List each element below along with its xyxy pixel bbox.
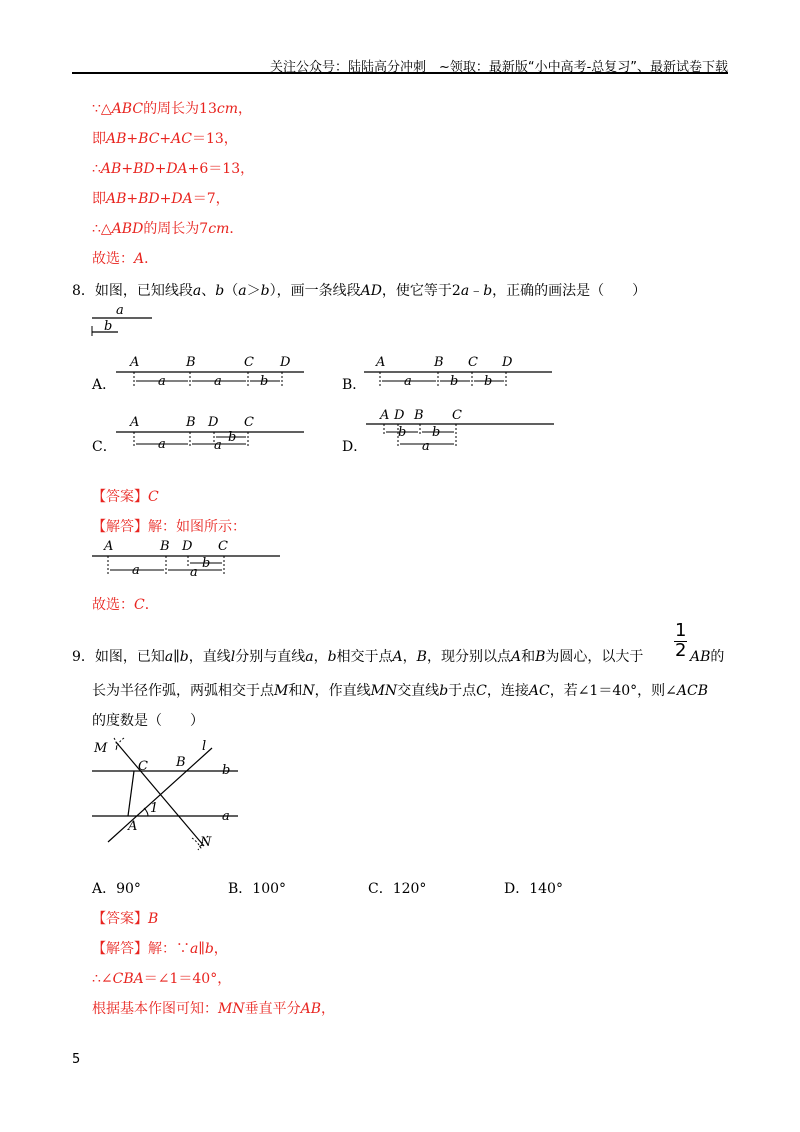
q9-figure <box>88 734 248 852</box>
q8-option-d-letter[interactable]: D． <box>342 439 368 455</box>
q8-given-segments <box>88 300 158 340</box>
svg-text:C: C <box>138 759 148 774</box>
svg-text:b: b <box>450 374 459 389</box>
svg-text:a: a <box>190 565 198 580</box>
q9-analysis: 【解答】解：∵a∥b， <box>92 941 228 957</box>
svg-text:B: B <box>414 408 424 423</box>
svg-text:A: A <box>380 408 390 423</box>
q7-solution-line-1: ∵△ABC的周长为13cm， <box>92 101 253 117</box>
svg-text:a: a <box>222 809 230 824</box>
svg-text:a: a <box>132 563 140 578</box>
segment-a-label: a <box>116 303 124 318</box>
segment-ac <box>128 771 134 816</box>
svg-text:a: a <box>404 374 412 389</box>
page-number: 5 <box>72 1052 81 1067</box>
svg-text:1: 1 <box>150 801 159 816</box>
svg-text:l: l <box>202 739 207 754</box>
svg-text:D: D <box>280 355 291 370</box>
q9-stem-line-3: 的度数是（ ） <box>92 713 204 729</box>
svg-text:b: b <box>260 374 269 389</box>
svg-text:M: M <box>94 741 108 756</box>
svg-text:b: b <box>228 430 237 445</box>
svg-text:C: C <box>218 539 228 554</box>
q7-solution-line-2: 即AB+BC+AC＝13， <box>92 131 238 147</box>
svg-text:N: N <box>200 835 212 850</box>
q9-option-a[interactable]: A．90° <box>92 881 141 897</box>
q9-option-d[interactable]: D．140° <box>504 881 563 897</box>
q8-analysis: 【解答】解：如图所示： <box>92 519 246 535</box>
q8-option-c-figure <box>114 412 306 452</box>
q7-choice: 故选：A． <box>92 251 159 267</box>
q7-solution-line-5: ∴△ABD的周长为7cm． <box>92 221 244 237</box>
svg-text:D: D <box>394 408 405 423</box>
svg-text:b: b <box>202 556 211 571</box>
q7-solution-line-4: 即AB+BD+DA＝7， <box>92 191 230 207</box>
q8-choice: 故选：C． <box>92 597 159 613</box>
q8-stem: 8．如图，已知线段a、b（a＞b），画一条线段AD，使它等于2a﹣b，正确的画法是（ ） <box>72 283 647 299</box>
q8-solution-figure <box>90 536 282 580</box>
svg-text:D: D <box>182 539 193 554</box>
svg-text:b: b <box>398 425 407 440</box>
q9-stem-line-1-end: AB的 <box>690 649 725 665</box>
q9-step-2: ∴∠CBA＝∠1＝40°， <box>92 971 232 987</box>
line-l <box>108 748 212 842</box>
q8-option-d-figure <box>364 404 556 456</box>
q8-option-a-figure <box>114 352 306 390</box>
q8-option-b-letter[interactable]: B． <box>342 377 367 393</box>
svg-text:A: A <box>104 539 114 554</box>
q7-solution-line-3: ∴AB+BD+DA+6＝13， <box>92 161 255 177</box>
q9-stem-line-2: 长为半径作弧，两弧相交于点M和N，作直线MN交直线b于点C，连接AC，若∠1＝40°，则∠ACB <box>92 683 709 699</box>
svg-text:b: b <box>432 425 441 440</box>
svg-text:a: a <box>422 439 430 454</box>
svg-text:C: C <box>244 415 254 430</box>
page-header-text: 关注公众号：陆陆高分冲刺 ~领取：最新版“小中高考-总复习”、最新试卷下载 <box>269 60 728 75</box>
q9-stem-line-1: 9．如图，已知a∥b，直线l分别与直线a，b相交于点A，B，现分别以点A和B为圆心，以大于 <box>72 649 644 665</box>
q9-step-3: 根据基本作图可知：MN垂直平分AB， <box>92 1001 335 1017</box>
svg-text:A: A <box>130 355 140 370</box>
q9-option-c[interactable]: C．120° <box>368 881 427 897</box>
svg-text:b: b <box>484 374 493 389</box>
svg-text:B: B <box>186 355 196 370</box>
header-rule <box>72 72 728 74</box>
q9-fraction-half: $\frac{1}{2}$ <box>675 620 687 661</box>
svg-text:a: a <box>158 374 166 389</box>
svg-text:C: C <box>244 355 254 370</box>
svg-text:B: B <box>176 755 186 770</box>
svg-text:D: D <box>208 415 219 430</box>
svg-text:C: C <box>468 355 478 370</box>
svg-text:B: B <box>186 415 196 430</box>
svg-text:D: D <box>502 355 513 370</box>
svg-text:A: A <box>130 415 140 430</box>
q8-option-c-letter[interactable]: C． <box>92 439 117 455</box>
svg-text:C: C <box>452 408 462 423</box>
svg-text:a: a <box>158 437 166 452</box>
svg-text:a: a <box>214 438 222 452</box>
svg-text:B: B <box>160 539 170 554</box>
segment-b-label: b <box>104 319 113 334</box>
q8-option-a-letter[interactable]: A． <box>92 377 117 393</box>
svg-text:A: A <box>376 355 386 370</box>
svg-text:B: B <box>434 355 444 370</box>
q9-answer: 【答案】B <box>92 911 159 927</box>
svg-text:A: A <box>128 819 138 834</box>
q9-option-b[interactable]: B．100° <box>228 881 287 897</box>
q8-answer: 【答案】C <box>92 489 159 505</box>
q8-option-b-figure <box>362 352 554 390</box>
svg-text:a: a <box>214 374 222 389</box>
svg-text:b: b <box>222 763 231 778</box>
